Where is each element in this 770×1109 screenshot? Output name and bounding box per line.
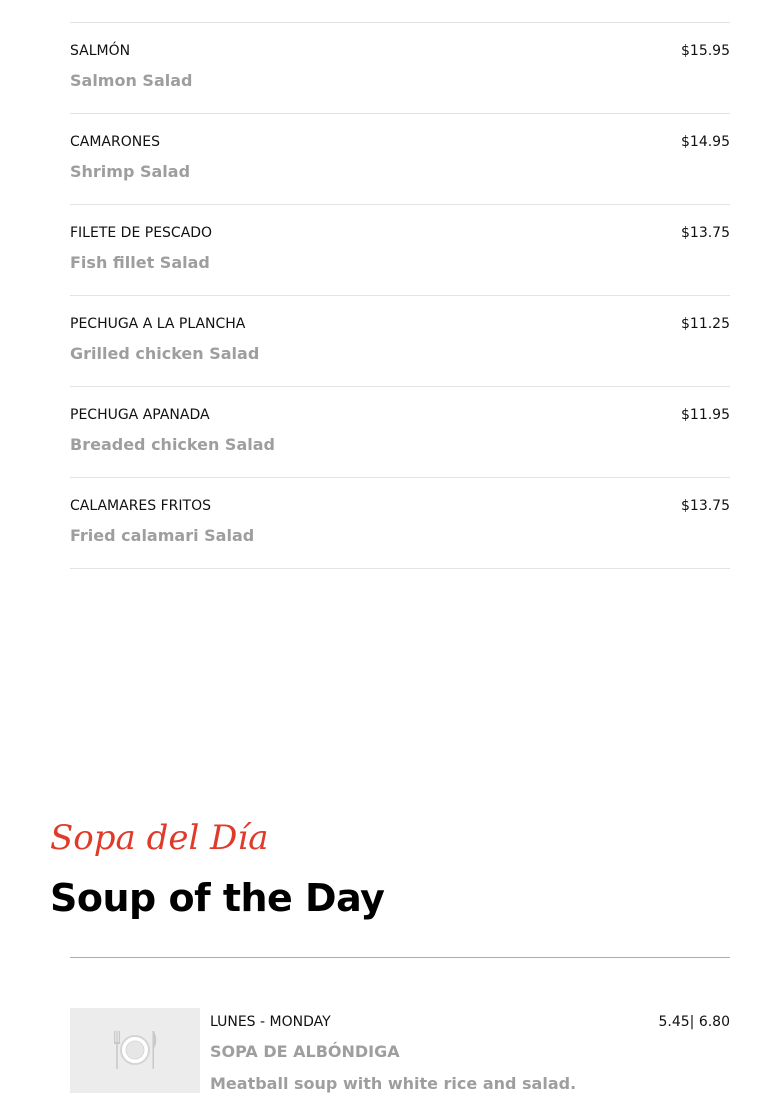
menu-item [70,387,730,478]
section-title: Soup of the Day [50,876,385,920]
section-accent-divider [70,957,730,958]
section-script-title: Sopa del Día [50,818,269,858]
soup-description: Meatball soup with white rice and salad. [210,1074,577,1093]
menu-item [70,296,730,387]
soup-name: SOPA DE ALBÓNDIGA [210,1042,400,1061]
menu-item-description: Breaded chicken Salad [70,435,275,454]
menu-item-description: Salmon Salad [70,71,193,90]
menu-item [70,205,730,296]
menu-item-description: Shrimp Salad [70,162,191,181]
soup-item [70,1008,730,1109]
menu-item-description: Fish fillet Salad [70,253,210,272]
menu-item-name: FILETE DE PESCADO [70,225,213,241]
menu-item [70,114,730,205]
salad-menu-list [70,23,730,569]
soup-image-placeholder [70,1008,200,1093]
menu-item-description: Grilled chicken Salad [70,344,260,363]
menu-item-price: $14.95 [681,134,730,150]
menu-item-name: CALAMARES FRITOS [70,498,211,514]
menu-item-price: $13.75 [681,498,730,514]
menu-item-price: $15.95 [681,43,730,59]
menu-item [70,478,730,569]
menu-item-name: PECHUGA A LA PLANCHA [70,316,246,332]
menu-item-name: PECHUGA APANADA [70,407,210,423]
menu-item-price: $13.75 [681,225,730,241]
menu-item-price: $11.25 [681,316,730,332]
menu-item [70,23,730,114]
menu-item-description: Fried calamari Salad [70,526,255,545]
menu-item-price: $11.95 [681,407,730,423]
menu-item-name: SALMÓN [70,43,131,59]
menu-item-name: CAMARONES [70,134,160,150]
soup-price: 5.45| 6.80 [658,1014,730,1030]
soup-day-label: LUNES - MONDAY [210,1014,331,1030]
